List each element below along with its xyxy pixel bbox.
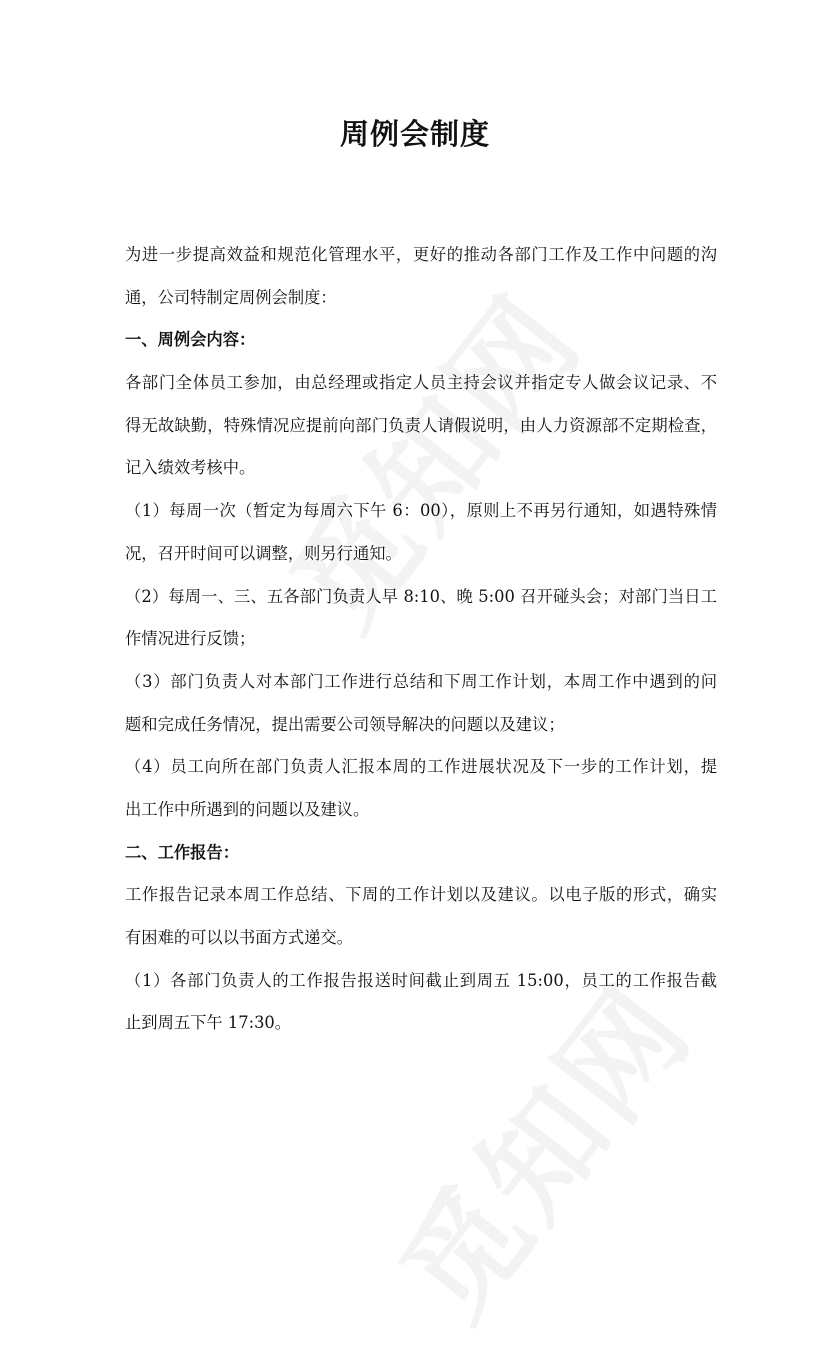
body-line: 题和完成任务情况，提出需要公司领导解决的问题以及建议；: [125, 714, 565, 734]
body-line: 通，公司特制定周例会制度：: [125, 287, 337, 307]
body-line: 出工作中所遇到的问题以及建议。: [125, 799, 370, 819]
body-line: 工作报告记录本周工作总结、下周的工作计划以及建议。以电子版的形式，确实: [125, 885, 717, 905]
body-line: 有困难的可以以书面方式递交。: [125, 928, 353, 947]
body-line: （1）每周一次（暂定为每周六下午 6：00），原则上不再另行通知，如遇特殊情: [125, 501, 717, 521]
body-line: （1）各部门负责人的工作报告报送时间截止到周五 15:00，员工的工作报告截: [125, 970, 717, 990]
body-line: 记入绩效考核中。: [125, 458, 256, 478]
body-line: （4）员工向所在部门负责人汇报本周的工作进展状况及下一步的工作计划，提: [125, 757, 717, 777]
section-heading: 一、周例会内容：: [125, 330, 256, 350]
body-line: 作情况进行反馈；: [125, 629, 256, 649]
body-line: （3）部门负责人对本部门工作进行总结和下周工作计划，本周工作中遇到的问: [125, 671, 717, 691]
body-line: （2）每周一、三、五各部门负责人早 8:10、晚 5:00 召开碰头会；对部门当日工: [125, 586, 717, 606]
body-line: 各部门全体员工参加，由总经理或指定人员主持会议并指定专人做会议记录、不: [125, 373, 717, 393]
document-title: 周例会制度: [339, 117, 490, 151]
body-line: 况，召开时间可以调整，则另行通知。: [125, 543, 402, 563]
section-heading: 二、工作报告：: [125, 842, 239, 862]
body-line: 为进一步提高效益和规范化管理水平，更好的推动各部门工作及工作中问题的沟: [125, 245, 717, 264]
body-line: 止到周五下午 17:30。: [125, 1013, 292, 1033]
document-body: [125, 234, 717, 1045]
body-line: 得无故缺勤，特殊情况应提前向部门负责人请假说明，由人力资源部不定期检查，: [125, 415, 717, 435]
